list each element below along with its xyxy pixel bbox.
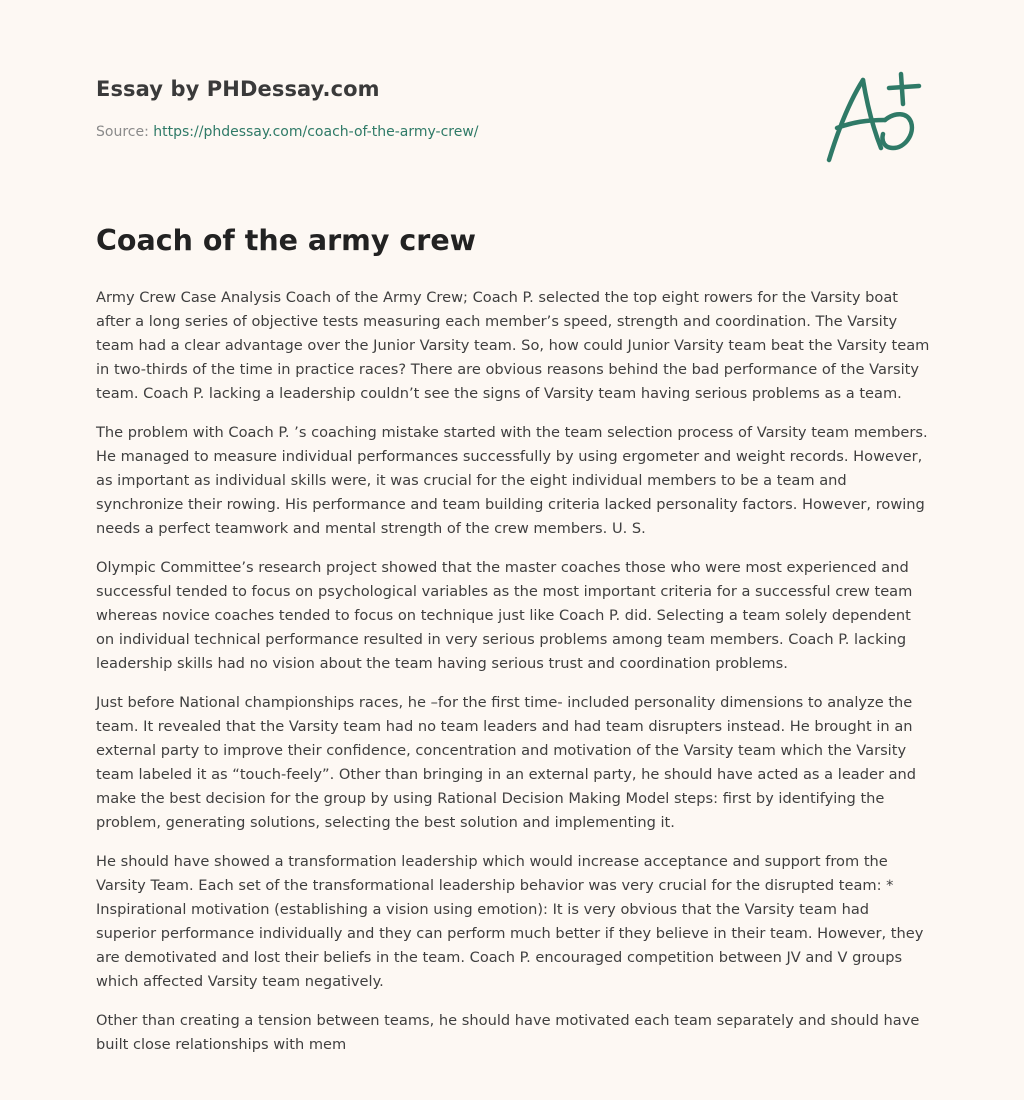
a-plus-logo-icon <box>823 64 931 168</box>
essay-title: Coach of the army crew <box>96 224 476 257</box>
essay-paragraph: Other than creating a tension between teams, he should have motivated each team separately and should have built close relationships with mem <box>96 1012 920 1053</box>
essay-paragraph: He should have showed a transformation leadership which would increase acceptance and support from the Varsity Team. Each set of the transformational leadership behavior was very crucial for the disrupted team: * Inspirational motivation (establishing a vision using emotion): It is very obvious that the Varsity team had superior performance individually and they can perform much better if they believe in their team. However, they are demotivated and lost their beliefs in the team. Coach P. encouraged competition between JV and V groups which affected Varsity team negatively. <box>96 853 924 990</box>
essay-paragraph: Just before National championships races, he –for the first time- included personality dimensions to analyze the team. It revealed that the Varsity team had no team leaders and had team disrupters instead. He brought in an external party to improve their confidence, concentration and motivation of the Varsity team which the Varsity team labeled it as “touch-feely”. Other than bringing in an external party, he should have acted as a leader and make the best decision for the group by using Rational Decision Making Model steps: first by identifying the problem, generating solutions, selecting the best solution and implementing it. <box>96 694 917 831</box>
essay-body <box>96 286 932 1072</box>
source-link[interactable]: https://phdessay.com/coach-of-the-army-crew/ <box>153 124 479 140</box>
essay-paragraph: Olympic Committee’s research project showed that the master coaches those who were most experienced and successful tended to focus on psychological variables as the most important criteria for a successful crew team whereas novice coaches tended to focus on technique just like Coach P. did. Selecting a team solely dependent on individual technical performance resulted in very serious problems among team members. Coach P. lacking leadership skills had no vision about the team having serious trust and coordination problems. <box>96 559 913 672</box>
source-label: Source: <box>96 124 149 140</box>
source-line <box>96 124 479 140</box>
brand-title: Essay by PHDessay.com <box>96 77 380 101</box>
essay-paragraph: Army Crew Case Analysis Coach of the Army Crew; Coach P. selected the top eight rowers for the Varsity boat after a long series of objective tests measuring each member’s speed, strength and coordination. The Varsity team had a clear advantage over the Junior Varsity team. So, how could Junior Varsity team beat the Varsity team in two-thirds of the time in practice races? There are obvious reasons behind the bad performance of the Varsity team. Coach P. lacking a leadership couldn’t see the signs of Varsity team having serious problems as a team. <box>96 289 930 402</box>
essay-paragraph: The problem with Coach P. ’s coaching mistake started with the team selection process of Varsity team members. He managed to measure individual performances successfully by using ergometer and weight records. However, as important as individual skills were, it was crucial for the eight individual members to be a team and synchronize their rowing. His performance and team building criteria lacked personality factors. However, rowing needs a perfect teamwork and mental strength of the crew members. U. S. <box>96 424 928 537</box>
